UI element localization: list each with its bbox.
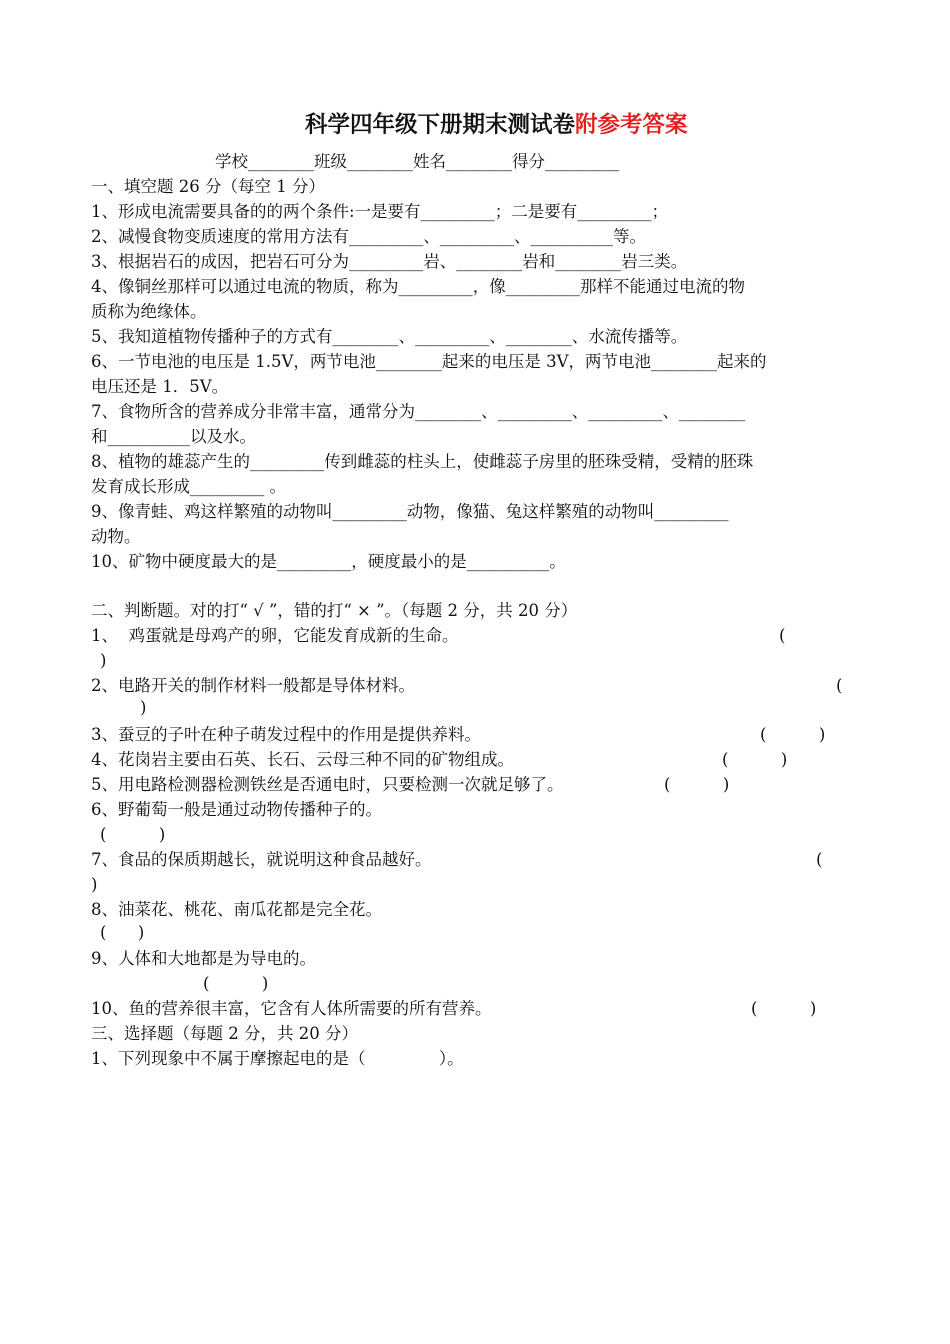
question-line: 1、形成电流需要具备的的两个条件:一是要有_________；二是要有_________； bbox=[91, 202, 669, 221]
page-title bbox=[305, 110, 688, 140]
judge-bracket-close[interactable]: ) bbox=[91, 875, 98, 894]
choice-item-text: 1、下列现象中不属于摩擦起电的是（ ）。 bbox=[91, 1049, 464, 1068]
title-answer-tag: 附参考答案 bbox=[575, 112, 688, 138]
judge-bracket[interactable]: ( ) bbox=[664, 775, 730, 794]
section3-heading: 三、选择题（每题 2 分，共 20 分） bbox=[91, 1024, 358, 1043]
judge-bracket-close[interactable]: ) bbox=[100, 651, 107, 670]
question-line: 3、根据岩石的成因，把岩石可分为_________岩、________岩和________岩三类。 bbox=[91, 252, 688, 271]
title-main: 科学四年级下册期末测试卷 bbox=[305, 112, 576, 138]
judge-bracket[interactable]: ( ) bbox=[203, 974, 269, 993]
judge-bracket[interactable]: ( ) bbox=[751, 999, 817, 1018]
judge-item-text: 6、野葡萄一般是通过动物传播种子的。 bbox=[91, 800, 382, 819]
judge-item-text: 4、花岗岩主要由石英、长石、云母三种不同的矿物组成。 bbox=[91, 750, 514, 769]
judge-item-text: 7、食品的保质期越长，就说明这种食品越好。 bbox=[91, 850, 432, 869]
question-line: 5、我知道植物传播种子的方式有________、_________、________、水流传播等。 bbox=[91, 327, 688, 346]
question-line: 10、矿物中硬度最大的是_________，硬度最小的是__________。 bbox=[91, 552, 566, 571]
judge-bracket[interactable]: ( ) bbox=[760, 725, 826, 744]
section1-heading: 一、填空题 26 分（每空 1 分） bbox=[91, 177, 325, 196]
question-line: 电压还是 1．5V。 bbox=[91, 377, 229, 396]
student-info-line: 学校________班级________姓名________得分_________ bbox=[215, 152, 620, 171]
section2-heading: 二、判断题。对的打“ √ ”，错的打“ × ”。（每题 2 分，共 20 分） bbox=[91, 601, 578, 620]
judge-bracket-close[interactable]: ) bbox=[140, 698, 147, 717]
question-line: 2、减慢食物变质速度的常用方法有_________、_________、__________等。 bbox=[91, 227, 646, 246]
judge-item-text: 5、用电路检测器检测铁丝是否通电时，只要检测一次就足够了。 bbox=[91, 775, 564, 794]
question-line: 6、一节电池的电压是 1.5V，两节电池________起来的电压是 3V，两节电池________起来的 bbox=[91, 352, 767, 371]
question-line: 8、植物的雄蕊产生的_________传到雌蕊的柱头上，使雌蕊子房里的胚珠受精，受精的胚珠 bbox=[91, 452, 754, 471]
judge-bracket[interactable]: ( ) bbox=[722, 750, 788, 769]
question-line: 质称为绝缘体。 bbox=[91, 302, 207, 321]
judge-item-text: 8、油菜花、桃花、南瓜花都是完全花。 bbox=[91, 900, 382, 919]
judge-bracket[interactable]: ( ) bbox=[100, 825, 166, 844]
judge-item-text: 9、人体和大地都是为导电的。 bbox=[91, 949, 316, 968]
judge-bracket-open[interactable]: ( bbox=[779, 626, 786, 645]
judge-bracket-open[interactable]: ( bbox=[836, 676, 843, 695]
question-line: 4、像铜丝那样可以通过电流的物质，称为_________，像_________那样不能通过电流的物 bbox=[91, 277, 745, 296]
question-line: 发育成长形成_________ 。 bbox=[91, 477, 286, 496]
question-line: 9、像青蛙、鸡这样繁殖的动物叫_________动物，像猫、兔这样繁殖的动物叫_________ bbox=[91, 502, 729, 521]
question-line: 动物。 bbox=[91, 527, 141, 546]
question-line: 和__________以及水。 bbox=[91, 427, 256, 446]
judge-item-text: 10、鱼的营养很丰富，它含有人体所需要的所有营养。 bbox=[91, 999, 492, 1018]
judge-item-text: 3、蚕豆的子叶在种子萌发过程中的作用是提供养料。 bbox=[91, 725, 481, 744]
judge-bracket[interactable]: ( ) bbox=[100, 923, 145, 942]
judge-item-text: 2、电路开关的制作材料一般都是导体材料。 bbox=[91, 676, 415, 695]
question-line: 7、食物所含的营养成分非常丰富，通常分为________、_________、_________、________ bbox=[91, 402, 745, 421]
judge-item-text: 1、 鸡蛋就是母鸡产的卵，它能发育成新的生命。 bbox=[91, 626, 459, 645]
judge-bracket-open[interactable]: ( bbox=[816, 850, 823, 869]
